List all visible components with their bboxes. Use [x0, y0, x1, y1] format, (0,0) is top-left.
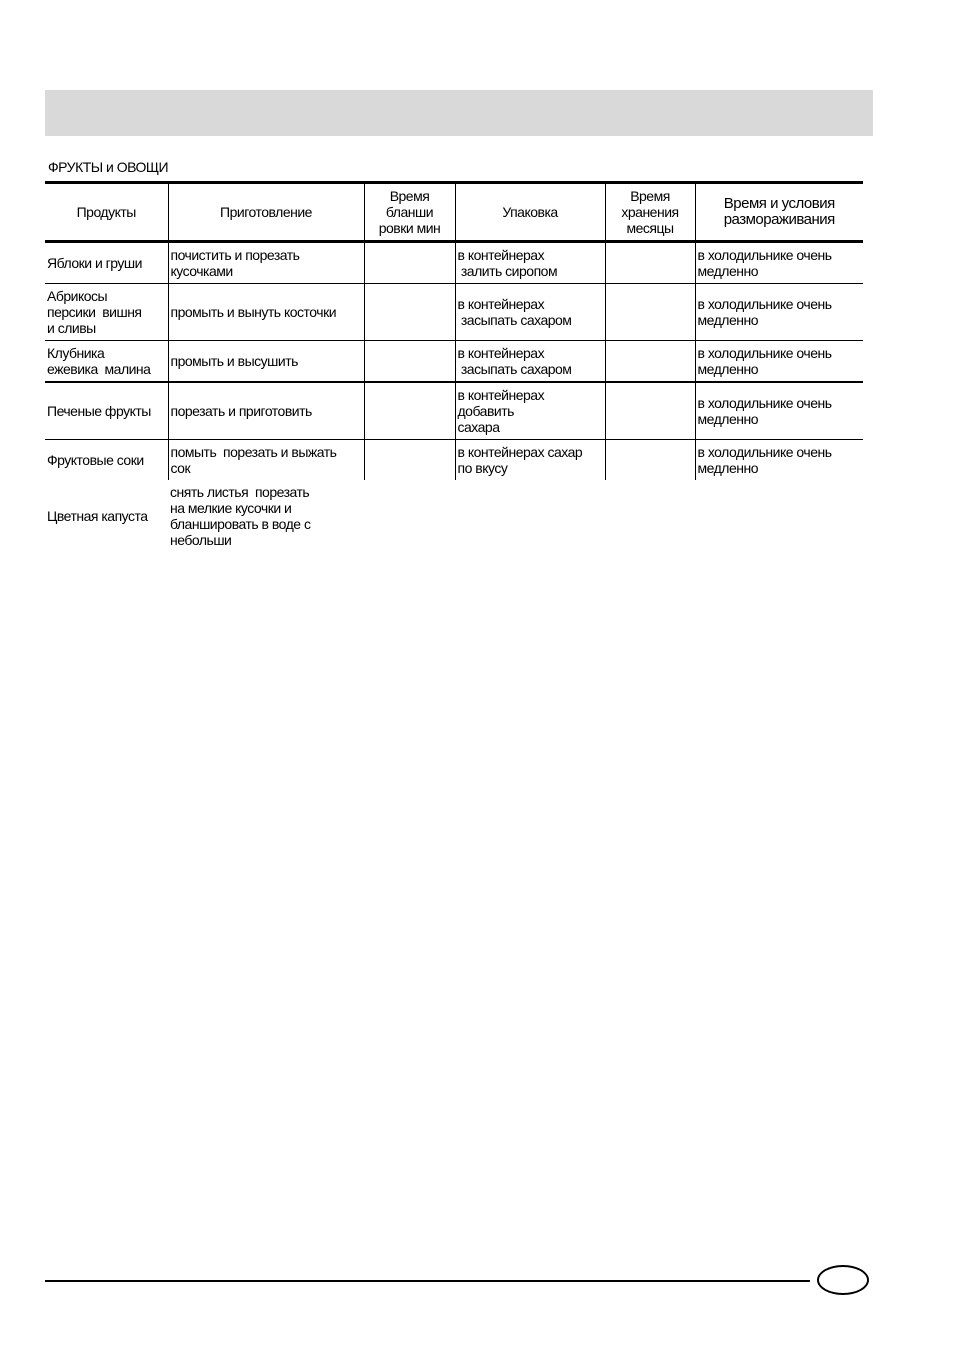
- cell-line: в холодильнике очень: [697, 247, 832, 263]
- cell-line: медленно: [697, 361, 758, 377]
- cell-line: медленно: [697, 312, 758, 328]
- cell-preparation: [168, 341, 364, 383]
- cell-preparation: [168, 480, 364, 552]
- cell-preparation: [168, 284, 364, 341]
- header-line: Приготовление: [220, 204, 312, 220]
- table-header-row: [45, 183, 863, 242]
- cell-storage-time: [605, 242, 695, 284]
- cell-packing: [455, 341, 605, 383]
- header-line: Время: [630, 188, 670, 204]
- header-product: [45, 183, 168, 242]
- cell-packing: [455, 382, 605, 440]
- cell-packing: [455, 480, 605, 552]
- cell-line: Печеные фрукты: [47, 403, 151, 419]
- cell-line: в контейнерах: [457, 345, 545, 361]
- cell-product: [45, 341, 168, 383]
- table-row: [45, 440, 863, 481]
- header-line: Время: [389, 188, 430, 204]
- cell-product: [45, 382, 168, 440]
- header-line: Время и условия: [723, 195, 835, 212]
- cell-line: залить сиропом: [457, 263, 558, 279]
- page-number-oval: [817, 1265, 869, 1295]
- header-line: месяцы: [626, 220, 674, 236]
- cell-storage-time: [605, 341, 695, 383]
- header-blanch-time: [364, 183, 455, 242]
- cell-line: Фруктовые соки: [47, 452, 144, 468]
- header-line: Продукты: [76, 204, 136, 220]
- cell-thawing: [695, 341, 863, 383]
- cell-blanch-time: [364, 284, 455, 341]
- cell-blanch-time: [364, 440, 455, 481]
- cell-line: в контейнерах: [457, 247, 545, 263]
- cell-line: засыпать сахаром: [457, 361, 572, 377]
- cell-thawing: [695, 480, 863, 552]
- cell-thawing: [695, 440, 863, 481]
- table-row: [45, 341, 863, 383]
- table-row: [45, 242, 863, 284]
- cell-blanch-time: [364, 382, 455, 440]
- cell-packing: [455, 440, 605, 481]
- cell-line: в контейнерах: [457, 387, 545, 403]
- cell-product: [45, 440, 168, 481]
- header-preparation: [168, 183, 364, 242]
- cell-line: персики вишня: [47, 304, 142, 320]
- cell-line: кусочками: [170, 263, 233, 279]
- cell-line: по вкусу: [457, 460, 508, 476]
- cell-line: ежевика малина: [47, 361, 151, 377]
- cell-line: в контейнерах сахар: [457, 444, 583, 460]
- header-bar: [45, 90, 873, 136]
- cell-thawing: [695, 242, 863, 284]
- cell-storage-time: [605, 284, 695, 341]
- cell-line: порезать и приготовить: [170, 403, 312, 419]
- header-line: Упаковка: [502, 204, 558, 220]
- table-row: [45, 284, 863, 341]
- cell-product: [45, 284, 168, 341]
- cell-line: промыть и высушить: [170, 353, 298, 369]
- cell-line: сок: [170, 460, 191, 476]
- cell-line: Клубника: [47, 345, 105, 361]
- cell-storage-time: [605, 440, 695, 481]
- cell-blanch-time: [364, 242, 455, 284]
- cell-line: засыпать сахаром: [457, 312, 572, 328]
- header-line: бланши: [385, 204, 434, 220]
- header-line: ровки мин: [378, 220, 441, 236]
- cell-line: добавить: [457, 403, 514, 419]
- cell-line: в холодильнике очень: [697, 345, 832, 361]
- cell-packing: [455, 242, 605, 284]
- freezing-table: [45, 181, 863, 552]
- cell-preparation: [168, 440, 364, 481]
- cell-line: небольши: [170, 532, 232, 548]
- cell-line: медленно: [697, 263, 758, 279]
- cell-line: Абрикосы: [47, 288, 108, 304]
- cell-thawing: [695, 382, 863, 440]
- cell-line: медленно: [697, 411, 758, 427]
- cell-line: в холодильнике очень: [697, 395, 832, 411]
- cell-line: медленно: [697, 460, 758, 476]
- cell-line: в холодильнике очень: [697, 444, 832, 460]
- table-row: [45, 480, 863, 552]
- cell-storage-time: [605, 480, 695, 552]
- header-line: размораживания: [723, 211, 835, 228]
- cell-line: помыть порезать и выжать: [170, 444, 337, 460]
- section-title: ФРУКТЫ и ОВОЩИ: [48, 159, 169, 175]
- cell-line: промыть и вынуть косточки: [170, 304, 337, 320]
- table-row: [45, 382, 863, 440]
- cell-storage-time: [605, 382, 695, 440]
- cell-line: на мелкие кусочки и: [170, 500, 292, 516]
- header-line: хранения: [621, 204, 679, 220]
- footer-rule: [45, 1280, 810, 1282]
- cell-product: [45, 242, 168, 284]
- cell-line: Цветная капуста: [47, 508, 148, 524]
- header-storage-time: [605, 183, 695, 242]
- cell-preparation: [168, 242, 364, 284]
- header-packing: [455, 183, 605, 242]
- cell-line: в холодильнике очень: [697, 296, 832, 312]
- cell-product: [45, 480, 168, 552]
- cell-thawing: [695, 284, 863, 341]
- cell-line: снять листья порезать: [170, 484, 310, 500]
- header-thawing: [695, 183, 863, 242]
- cell-blanch-time: [364, 480, 455, 552]
- cell-line: в контейнерах: [457, 296, 545, 312]
- cell-line: сахара: [457, 419, 500, 435]
- cell-packing: [455, 284, 605, 341]
- cell-line: Яблоки и груши: [47, 255, 142, 271]
- cell-blanch-time: [364, 341, 455, 383]
- cell-preparation: [168, 382, 364, 440]
- cell-line: бланшировать в воде с: [170, 516, 311, 532]
- cell-line: и сливы: [47, 320, 96, 336]
- cell-line: почистить и порезать: [170, 247, 300, 263]
